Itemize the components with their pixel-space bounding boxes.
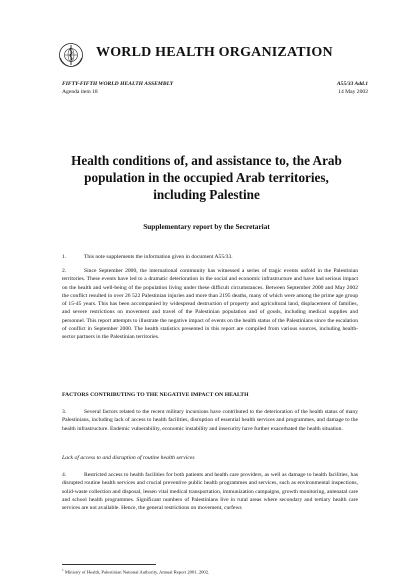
paragraph xyxy=(62,471,358,512)
paragraph-number: 3. xyxy=(62,409,67,415)
agenda-item: Agenda item 18 xyxy=(62,89,98,95)
footnote-mark: 1 xyxy=(62,568,64,572)
paragraph-number: 4. xyxy=(62,472,67,478)
paragraph xyxy=(62,253,358,261)
paragraph-text: Since September 2000, the international community has witnessed a series of tragic events unfold in the Palestinian territories. These events have led to a dramatic deterioration in the social and economic infrastructure and have had serious impact on the health and well-being of the population living under these difficult circumstances. Between September 2000 and May 2002 the conflict resulted in over 26 522 Palestinian injuries and more than 2195 deaths, many of which were among the prime age group of 15-45 years. This has been accompanied by widespread destruction of property and agricultural land, displacement of families, and severe restrictions on movement and travel of the Palestinian population and of goods, including medical supplies and personnel. This report attempts to illustrate the negative impact of events on the health status of the Palestinians since the escalation of conflict in September 2000. The health statistics presented in this report are compiled from various sources, including health-sector partners in the Palestinian territories. xyxy=(62,268,358,341)
paragraph-number: 2. xyxy=(62,268,67,274)
header-left xyxy=(62,80,173,96)
footnote-text: Ministry of Health, Palestinian National Authority, Annual Report 2001, 2002. xyxy=(64,569,210,575)
document-title xyxy=(40,152,373,203)
organization-name: WORLD HEALTH ORGANIZATION xyxy=(96,45,333,60)
who-emblem-icon xyxy=(58,42,84,68)
document-date: 14 May 2002 xyxy=(338,89,368,95)
document-number: A55/33 Add.1 xyxy=(336,81,368,87)
document-subtitle: Supplementary report by the Secretariat xyxy=(143,222,270,231)
footnote xyxy=(62,568,209,575)
section-heading: FACTORS CONTRIBUTING TO THE NEGATIVE IMPACT ON HEALTH xyxy=(62,392,249,398)
header-right xyxy=(337,80,368,96)
footnote-divider xyxy=(62,564,156,565)
subsection-heading: Lack of access to and disruption of routine health services xyxy=(62,455,195,461)
paragraph-text: Several factors related to the recent military incursions have contributed to the deterioration of the health status of many Palestinians, including lack of access to health facilities, disruption of essential health services and programmes, and damage to the health infrastructure. Endemic vulnerability, economic instability and insecurity have further exacerbated the health situation. xyxy=(62,409,358,432)
title-line: Health conditions of, and assistance to, the Arab xyxy=(71,153,342,168)
paragraph-number: 1. xyxy=(62,254,67,260)
assembly-name: FIFTY-FIFTH WORLD HEALTH ASSEMBLY xyxy=(62,81,174,87)
paragraph xyxy=(62,267,358,342)
title-line: population in the occupied Arab territories, xyxy=(84,170,329,185)
paragraph-text: This note supplements the information given in document A55/33. xyxy=(84,254,233,260)
title-line: including Palestine xyxy=(153,187,260,202)
paragraph-text: Restricted access to health facilities for both patients and health care providers, as well as damage to health facilities, has disrupted routine health services and crucial preventive public health programmes and services, such as environmental inspections, solid-waste collection and disposal, lessen vital medical transportation, immunization campaigns, growth monitoring, antenatal care and school health programmes. Significant numbers of Palestinians live in rural areas where secondary and tertiary health care services are not available. Hence, the general restrictions on movement, curfews xyxy=(62,472,358,512)
paragraph xyxy=(62,408,358,433)
